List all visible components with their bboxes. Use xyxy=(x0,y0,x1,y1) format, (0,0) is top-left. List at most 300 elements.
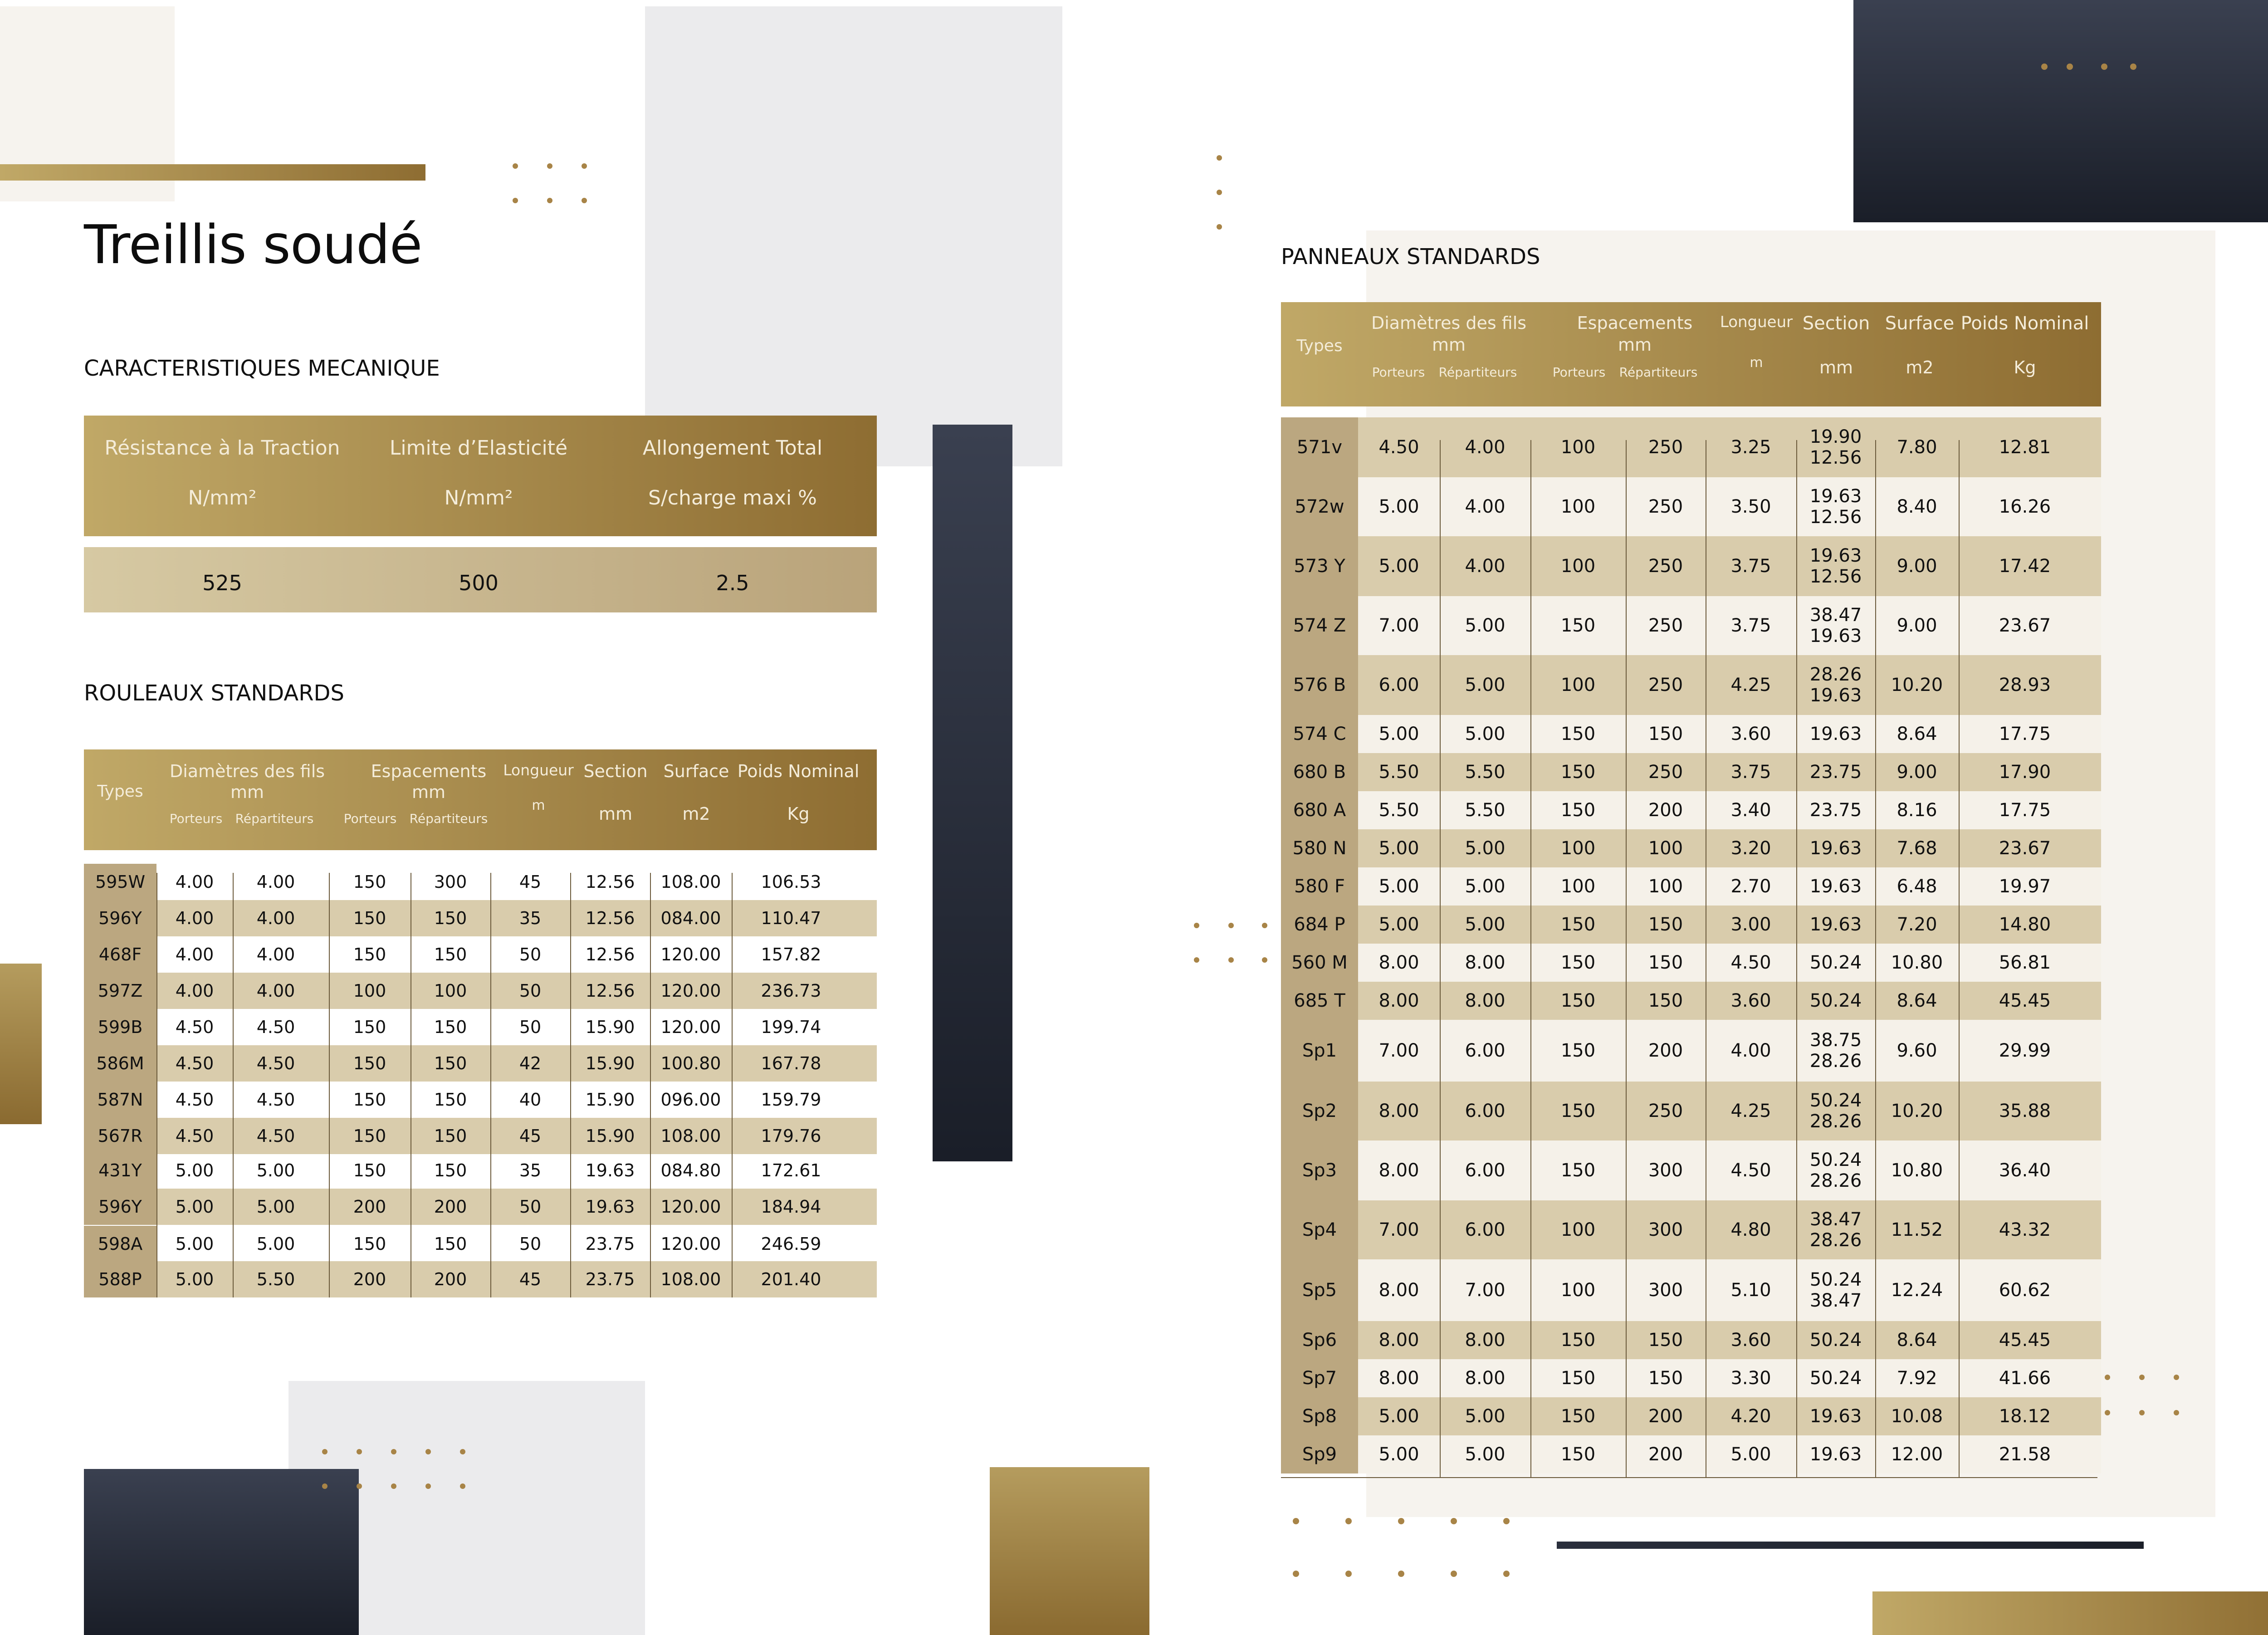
table-cell: 3.40 xyxy=(1730,800,1771,821)
table-row xyxy=(84,1082,877,1118)
table-cell: 23.75 xyxy=(1809,762,1862,783)
mechanical-heading: CARACTERISTIQUES MECANIQUE xyxy=(84,356,440,381)
rolls-th-diam-unit: mm xyxy=(230,782,264,802)
mechanical-value-traction: 525 xyxy=(202,571,242,595)
table-cell: 150 xyxy=(1648,952,1683,973)
table-cell: 150 xyxy=(353,1160,386,1180)
table-cell: 9.00 xyxy=(1897,556,1937,577)
table-cell: 120.00 xyxy=(660,1017,721,1037)
table-cell: 23.75 xyxy=(1809,800,1862,821)
table-cell: 4.00 xyxy=(175,908,214,928)
table-cell: 9.00 xyxy=(1897,615,1937,636)
type-cell: 685 T xyxy=(1294,990,1345,1011)
table-cell: 45 xyxy=(519,1126,542,1146)
table-cell: 43.32 xyxy=(1999,1219,2051,1240)
table-row xyxy=(1281,715,2101,753)
column-divider xyxy=(1440,440,1441,1478)
table-cell: 4.00 xyxy=(175,945,214,964)
table-cell: 8.16 xyxy=(1897,800,1937,821)
table-cell: 150 xyxy=(353,1017,386,1037)
table-cell: 100 xyxy=(1560,838,1596,859)
table-cell: 8.00 xyxy=(1465,952,1505,973)
table-cell: 108.00 xyxy=(660,1126,721,1146)
type-cell: 580 F xyxy=(1294,876,1345,897)
table-cell: 5.50 xyxy=(1378,800,1419,821)
table-cell: 150 xyxy=(1560,800,1596,821)
table-cell: 150 xyxy=(1560,724,1596,744)
rolls-th-esp-repartiteurs: Répartiteurs xyxy=(409,811,488,826)
table-cell: 172.61 xyxy=(761,1160,821,1180)
table-cell: 12.56 xyxy=(585,981,635,1001)
table-cell: 179.76 xyxy=(761,1126,821,1146)
table-cell: 167.78 xyxy=(761,1053,821,1073)
rolls-th-surface: Surface xyxy=(663,761,729,781)
table-cell: 7.00 xyxy=(1465,1280,1505,1301)
type-cell: 576 B xyxy=(1293,675,1346,695)
table-cell: 200 xyxy=(1648,800,1683,821)
table-row xyxy=(1281,1435,2101,1473)
mechanical-value-elasticity: 500 xyxy=(459,571,499,595)
table-cell: 5.00 xyxy=(175,1197,214,1217)
table-cell: 60.62 xyxy=(1999,1280,2051,1301)
table-cell: 5.00 xyxy=(256,1234,295,1254)
table-row xyxy=(1281,867,2101,906)
table-cell: 23.67 xyxy=(1999,615,2051,636)
table-cell: 5.00 xyxy=(1730,1444,1771,1465)
table-cell: 150 xyxy=(353,1126,386,1146)
table-cell: 150 xyxy=(353,1234,386,1254)
table-cell: 250 xyxy=(1648,615,1683,636)
table-cell: 19.63 xyxy=(1809,914,1862,935)
table-cell: 4.50 xyxy=(175,1053,214,1073)
table-cell: 5.10 xyxy=(1730,1280,1771,1301)
table-cell: 096.00 xyxy=(660,1090,721,1110)
table-cell: 23.75 xyxy=(585,1234,635,1254)
table-cell: 250 xyxy=(1648,675,1683,695)
table-cell: 150 xyxy=(1560,1160,1596,1181)
table-row xyxy=(1281,655,2101,715)
type-cell: 595W xyxy=(95,872,146,892)
table-cell: 19.63 xyxy=(585,1197,635,1217)
table-cell: 5.00 xyxy=(175,1160,214,1180)
table-cell: 16.26 xyxy=(1999,496,2051,517)
type-cell: 468F xyxy=(98,945,142,964)
panels-th-esp-porteurs: Porteurs xyxy=(1552,365,1606,380)
type-cell: 596Y xyxy=(98,1197,142,1217)
table-cell: 8.00 xyxy=(1378,1160,1419,1181)
mechanical-unit: S/charge maxi % xyxy=(648,486,817,509)
table-cell: 300 xyxy=(1648,1160,1683,1181)
table-cell: 17.42 xyxy=(1999,556,2051,577)
column-divider xyxy=(490,873,491,1297)
deco-gold-bar-bottom-right xyxy=(1872,1591,2268,1635)
table-row xyxy=(84,900,877,936)
panels-th-diam: Diamètres des fils xyxy=(1371,313,1527,333)
table-cell: 5.50 xyxy=(1465,800,1505,821)
table-cell: 10.08 xyxy=(1891,1406,1943,1427)
panels-table-body xyxy=(1281,417,2101,1483)
column-divider xyxy=(1626,440,1627,1478)
table-cell: 6.48 xyxy=(1897,876,1937,897)
table-cell: 4.00 xyxy=(256,872,295,892)
column-divider xyxy=(732,873,733,1297)
type-cell: 597Z xyxy=(98,981,143,1001)
table-row xyxy=(1281,417,2101,477)
table-cell: 45.45 xyxy=(1999,990,2051,1011)
table-cell: 28.26 19.63 xyxy=(1809,664,1862,706)
type-cell: 567R xyxy=(98,1126,143,1146)
deco-gold-bar-top-left xyxy=(0,164,425,181)
table-cell: 150 xyxy=(1560,1330,1596,1351)
table-cell: 5.00 xyxy=(1465,724,1505,744)
table-cell: 10.20 xyxy=(1891,675,1943,695)
table-cell: 150 xyxy=(1560,762,1596,783)
panels-th-section-unit: mm xyxy=(1819,357,1853,377)
table-cell: 5.00 xyxy=(1465,1444,1505,1465)
table-cell: 100 xyxy=(1560,675,1596,695)
deco-navy-block-bottom-left xyxy=(84,1469,359,1635)
column-divider xyxy=(650,873,651,1297)
rolls-th-section-unit: mm xyxy=(598,804,633,824)
table-cell: 4.50 xyxy=(256,1126,295,1146)
table-cell: 4.80 xyxy=(1730,1219,1771,1240)
table-row xyxy=(1281,1321,2101,1359)
table-row xyxy=(1281,536,2101,596)
table-cell: 19.63 xyxy=(1809,1444,1862,1465)
table-cell: 120.00 xyxy=(660,1234,721,1254)
table-cell: 8.00 xyxy=(1378,1330,1419,1351)
table-row xyxy=(84,1152,877,1189)
table-cell: 246.59 xyxy=(761,1234,821,1254)
table-cell: 7.92 xyxy=(1897,1368,1937,1389)
table-cell: 7.00 xyxy=(1378,1219,1419,1240)
table-row xyxy=(1281,1200,2101,1259)
table-cell: 15.90 xyxy=(585,1017,635,1037)
table-cell: 10.80 xyxy=(1891,1160,1943,1181)
table-cell: 50.24 xyxy=(1809,952,1862,973)
type-cell: 598A xyxy=(98,1234,143,1254)
table-cell: 150 xyxy=(1560,1040,1596,1061)
table-cell: 3.60 xyxy=(1730,1330,1771,1351)
rolls-th-porteurs: Porteurs xyxy=(169,811,223,826)
table-cell: 150 xyxy=(353,872,386,892)
table-cell: 100 xyxy=(1648,838,1683,859)
table-cell: 100 xyxy=(353,981,386,1001)
table-cell: 42 xyxy=(519,1053,542,1073)
table-row xyxy=(84,1189,877,1225)
type-cell: 573 Y xyxy=(1294,556,1345,577)
table-cell: 5.00 xyxy=(1378,876,1419,897)
table-cell: 5.00 xyxy=(1378,1406,1419,1427)
rolls-th-poids-unit: Kg xyxy=(787,804,810,824)
table-cell: 15.90 xyxy=(585,1126,635,1146)
deco-navy-bar-center xyxy=(933,425,1012,1161)
table-cell: 7.80 xyxy=(1897,437,1937,458)
table-row xyxy=(84,1045,877,1082)
type-cell: Sp5 xyxy=(1302,1280,1337,1301)
table-cell: 100 xyxy=(1560,556,1596,577)
type-cell: 587N xyxy=(97,1090,143,1110)
column-divider xyxy=(1796,440,1797,1478)
table-cell: 200 xyxy=(353,1197,386,1217)
table-cell: 4.00 xyxy=(175,981,214,1001)
table-row xyxy=(84,1226,877,1262)
rolls-th-diam: Diamètres des fils xyxy=(169,761,325,781)
table-cell: 45 xyxy=(519,1269,542,1289)
table-cell: 150 xyxy=(1648,1330,1683,1351)
table-cell: 3.75 xyxy=(1730,556,1771,577)
table-cell: 19.63 xyxy=(585,1160,635,1180)
table-cell: 36.40 xyxy=(1999,1160,2051,1181)
table-cell: 120.00 xyxy=(660,981,721,1001)
table-cell: 108.00 xyxy=(660,1269,721,1289)
table-cell: 236.73 xyxy=(761,981,821,1001)
table-cell: 38.75 28.26 xyxy=(1809,1030,1862,1072)
table-cell: 8.00 xyxy=(1465,1330,1505,1351)
deco-grey-block-top xyxy=(645,6,1062,466)
table-row xyxy=(1281,944,2101,982)
table-cell: 19.90 12.56 xyxy=(1809,426,1862,468)
column-divider xyxy=(233,873,234,1297)
table-cell: 6.00 xyxy=(1465,1040,1505,1061)
table-bottom-rule xyxy=(1281,1477,2097,1478)
table-cell: 150 xyxy=(1560,1101,1596,1121)
table-cell: 3.00 xyxy=(1730,914,1771,935)
table-cell: 5.00 xyxy=(1465,1406,1505,1427)
column-divider xyxy=(570,873,571,1297)
table-cell: 100 xyxy=(434,981,467,1001)
table-row xyxy=(84,1009,877,1045)
table-cell: 41.66 xyxy=(1999,1368,2051,1389)
table-row xyxy=(1281,982,2101,1020)
rolls-th-esp-porteurs: Porteurs xyxy=(343,811,397,826)
panels-heading: PANNEAUX STANDARDS xyxy=(1281,244,1540,269)
type-cell: Sp3 xyxy=(1302,1160,1337,1181)
table-cell: 150 xyxy=(1560,1368,1596,1389)
table-cell: 8.00 xyxy=(1465,1368,1505,1389)
table-cell: 4.00 xyxy=(256,908,295,928)
table-cell: 35 xyxy=(519,1160,542,1180)
type-cell: 571v xyxy=(1296,437,1343,458)
column-divider xyxy=(156,873,157,1297)
table-cell: 3.60 xyxy=(1730,724,1771,744)
table-cell: 3.30 xyxy=(1730,1368,1771,1389)
table-cell: 250 xyxy=(1648,437,1683,458)
mechanical-unit: N/mm² xyxy=(188,486,257,509)
table-cell: 5.50 xyxy=(1465,762,1505,783)
type-cell: 574 C xyxy=(1293,724,1346,744)
type-cell: Sp7 xyxy=(1302,1368,1337,1389)
table-cell: 4.50 xyxy=(175,1017,214,1037)
table-cell: 3.75 xyxy=(1730,615,1771,636)
table-cell: 50.24 28.26 xyxy=(1809,1090,1862,1132)
table-cell: 200 xyxy=(1648,1444,1683,1465)
table-cell: 5.50 xyxy=(1378,762,1419,783)
table-cell: 199.74 xyxy=(761,1017,821,1037)
table-cell: 17.75 xyxy=(1999,724,2051,744)
table-cell: 300 xyxy=(1648,1219,1683,1240)
panels-th-repartiteurs: Répartiteurs xyxy=(1438,365,1517,380)
table-cell: 15.90 xyxy=(585,1090,635,1110)
table-cell: 100 xyxy=(1560,1219,1596,1240)
table-cell: 4.00 xyxy=(1465,437,1505,458)
rolls-th-esp-unit: mm xyxy=(411,782,446,802)
table-row xyxy=(1281,791,2101,829)
table-cell: 35 xyxy=(519,908,542,928)
table-row xyxy=(84,864,877,900)
table-cell: 19.63 xyxy=(1809,724,1862,744)
table-cell: 5.00 xyxy=(1378,1444,1419,1465)
table-cell: 100 xyxy=(1648,876,1683,897)
table-cell: 150 xyxy=(1560,615,1596,636)
column-divider xyxy=(1530,440,1531,1478)
column-divider xyxy=(329,873,330,1297)
deco-navy-block-top-right xyxy=(1853,0,2268,222)
table-cell: 5.00 xyxy=(256,1160,295,1180)
table-cell: 100 xyxy=(1560,1280,1596,1301)
type-cell: 680 B xyxy=(1293,762,1346,783)
mechanical-unit: N/mm² xyxy=(444,486,513,509)
table-cell: 3.20 xyxy=(1730,838,1771,859)
table-cell: 45.45 xyxy=(1999,1330,2051,1351)
table-cell: 108.00 xyxy=(660,872,721,892)
table-cell: 150 xyxy=(434,1090,467,1110)
table-cell: 5.00 xyxy=(1465,838,1505,859)
type-cell: Sp8 xyxy=(1302,1406,1337,1427)
table-cell: 50 xyxy=(519,981,542,1001)
table-cell: 8.00 xyxy=(1378,952,1419,973)
deco-gold-bar-left-edge xyxy=(0,964,42,1124)
table-cell: 4.50 xyxy=(175,1126,214,1146)
table-cell: 150 xyxy=(434,1053,467,1073)
panels-th-poids-unit: Kg xyxy=(2014,357,2036,377)
table-cell: 19.63 xyxy=(1809,1406,1862,1427)
page-title: Treillis soudé xyxy=(84,213,422,276)
table-cell: 12.81 xyxy=(1999,437,2051,458)
table-cell: 6.00 xyxy=(1465,1160,1505,1181)
mechanical-label: Limite d’Elasticité xyxy=(389,436,568,460)
table-cell: 084.80 xyxy=(660,1160,721,1180)
table-cell: 17.75 xyxy=(1999,800,2051,821)
type-cell: Sp6 xyxy=(1302,1330,1337,1351)
table-cell: 12.56 xyxy=(585,872,635,892)
table-cell: 56.81 xyxy=(1999,952,2051,973)
panels-th-poids: Poids Nominal xyxy=(1960,313,2089,334)
table-cell: 5.50 xyxy=(256,1269,295,1289)
table-cell: 29.99 xyxy=(1999,1040,2051,1061)
panels-th-types: Types xyxy=(1296,337,1343,355)
panels-th-surface: Surface xyxy=(1885,313,1955,334)
table-cell: 9.00 xyxy=(1897,762,1937,783)
table-cell: 4.50 xyxy=(256,1090,295,1110)
table-cell: 5.00 xyxy=(1378,556,1419,577)
table-row xyxy=(1281,477,2101,536)
table-cell: 2.70 xyxy=(1730,876,1771,897)
table-cell: 4.25 xyxy=(1730,675,1771,695)
table-cell: 150 xyxy=(1560,990,1596,1011)
table-cell: 4.50 xyxy=(1378,437,1419,458)
table-cell: 250 xyxy=(1648,496,1683,517)
mechanical-value-elongation: 2.5 xyxy=(716,571,749,595)
table-cell: 100 xyxy=(1560,496,1596,517)
mechanical-header xyxy=(84,416,877,536)
type-cell: Sp4 xyxy=(1302,1219,1337,1240)
table-cell: 7.00 xyxy=(1378,1040,1419,1061)
type-cell: Sp9 xyxy=(1302,1444,1337,1465)
table-cell: 100 xyxy=(1560,876,1596,897)
table-cell: 19.63 xyxy=(1809,876,1862,897)
table-cell: 200 xyxy=(1648,1406,1683,1427)
table-cell: 8.00 xyxy=(1378,990,1419,1011)
table-cell: 50 xyxy=(519,945,542,964)
table-cell: 5.00 xyxy=(1378,496,1419,517)
table-cell: 250 xyxy=(1648,762,1683,783)
table-cell: 4.50 xyxy=(175,1090,214,1110)
table-cell: 8.64 xyxy=(1897,990,1937,1011)
table-cell: 4.25 xyxy=(1730,1101,1771,1121)
table-cell: 4.50 xyxy=(256,1017,295,1037)
table-cell: 5.00 xyxy=(1378,914,1419,935)
table-row xyxy=(1281,1020,2101,1082)
table-cell: 3.50 xyxy=(1730,496,1771,517)
table-cell: 100 xyxy=(1560,437,1596,458)
table-cell: 40 xyxy=(519,1090,542,1110)
table-cell: 250 xyxy=(1648,556,1683,577)
table-row xyxy=(84,973,877,1009)
table-cell: 38.47 19.63 xyxy=(1809,605,1862,646)
table-cell: 8.00 xyxy=(1378,1368,1419,1389)
table-cell: 300 xyxy=(434,872,467,892)
table-cell: 4.50 xyxy=(256,1053,295,1073)
table-cell: 150 xyxy=(353,945,386,964)
rolls-th-esp: Espacements xyxy=(371,761,487,781)
rolls-th-section: Section xyxy=(583,761,648,781)
table-cell: 150 xyxy=(434,945,467,964)
mechanical-col-elasticity xyxy=(352,416,606,536)
table-cell: 5.00 xyxy=(1465,615,1505,636)
table-cell: 184.94 xyxy=(761,1197,821,1217)
type-cell: 596Y xyxy=(98,908,142,928)
panels-th-section: Section xyxy=(1802,313,1870,334)
table-row xyxy=(84,1118,877,1154)
table-cell: 106.53 xyxy=(761,872,821,892)
table-cell: 7.20 xyxy=(1897,914,1937,935)
rolls-table-header xyxy=(84,749,877,850)
table-cell: 150 xyxy=(434,1017,467,1037)
table-cell: 100.80 xyxy=(660,1053,721,1073)
table-cell: 6.00 xyxy=(1378,675,1419,695)
table-cell: 5.00 xyxy=(1465,876,1505,897)
rolls-th-poids: Poids Nominal xyxy=(737,761,860,781)
panels-th-esp-repartiteurs: Répartiteurs xyxy=(1619,365,1698,380)
type-cell: 574 Z xyxy=(1293,615,1346,636)
type-cell: 599B xyxy=(98,1017,143,1037)
table-cell: 159.79 xyxy=(761,1090,821,1110)
panels-table-header xyxy=(1281,302,2101,406)
panels-th-surface-unit: m2 xyxy=(1906,357,1934,377)
mechanical-label: Résistance à la Traction xyxy=(104,436,340,460)
table-cell: 150 xyxy=(434,1126,467,1146)
deco-navy-line-bottom-right xyxy=(1557,1542,2144,1549)
table-cell: 6.00 xyxy=(1465,1219,1505,1240)
table-cell: 35.88 xyxy=(1999,1101,2051,1121)
panels-th-esp-unit: mm xyxy=(1618,335,1652,355)
panels-th-longueur: Longueur xyxy=(1720,313,1793,331)
table-cell: 110.47 xyxy=(761,908,821,928)
mechanical-col-elongation xyxy=(606,416,860,536)
table-cell: 4.00 xyxy=(256,945,295,964)
table-cell: 50.24 38.47 xyxy=(1809,1269,1862,1311)
